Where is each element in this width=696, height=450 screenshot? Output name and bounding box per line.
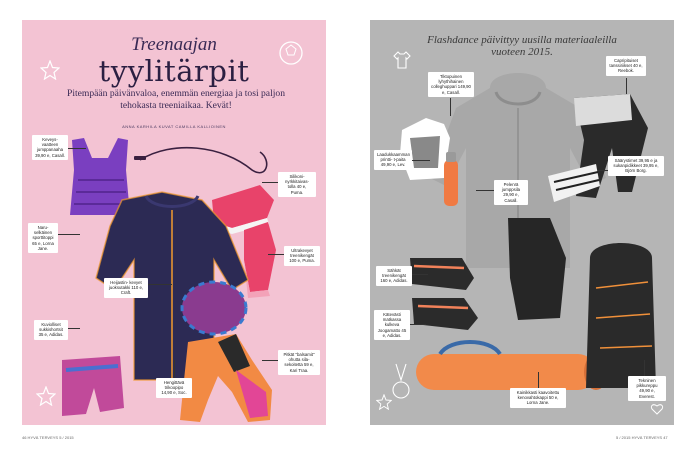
label-trikoo: Hengittävä trikoopipo 14,90 e, Soc.	[156, 378, 192, 398]
leader-line	[268, 254, 284, 255]
label-keveys: Keveys- vaatteen jumppanaaha 39,90 e, Casall.	[32, 135, 68, 160]
left-kicker: Treenaajan	[131, 34, 217, 55]
leader-line	[598, 170, 608, 171]
leader-line	[410, 324, 426, 325]
left-footer: 46 HYVÄ TERVEYS 5 / 2015	[22, 435, 74, 440]
left-page	[22, 20, 326, 425]
star-doodle-icon	[40, 60, 60, 80]
leader-line	[644, 360, 645, 376]
left-byline: ANNA KARHILA KUVAT CAMILLA KALLIOINEN	[122, 124, 226, 129]
leader-line	[412, 274, 428, 275]
label-tekninen: Tekninen pikkureppu 49,90 e, Everest.	[628, 376, 666, 401]
label-kainalokasti: Kainikkasti kaavoitettu kenovahtokappi 50 e, Lorna Jane.	[510, 388, 566, 408]
right-footer: 5 / 2015 HYVÄ TERVEYS 47	[616, 435, 668, 440]
left-intro: Pitempään päivänvaloa, enemmän energiaa ja tosi paljon tehokasta treeniaikaa. Kevät!	[66, 88, 285, 111]
leader-line	[262, 360, 278, 361]
label-sahakat: Sähkät treenikengät 160 e, Adidas.	[376, 266, 412, 286]
right-products-photo	[370, 68, 674, 425]
shirt-doodle-icon	[392, 50, 412, 70]
right-kicker: Flashdance päivittyy uusilla materiaaleilla vuoteen 2015.	[427, 34, 617, 58]
leader-line	[68, 328, 80, 329]
label-katevaa: Kätevästi matkassa kulkeva Joogamatto 45 e, Adidas.	[374, 310, 410, 340]
label-tiktopuinen: Tiktopuinen lyhythihainen colleghuppari 149,90 e, Casall.	[428, 72, 474, 97]
label-pitkat: Pitkät "balsamit" ohutta sila- sekoitetta 59 e, Kari Traa.	[278, 350, 320, 375]
label-heijastin: Heijastin- kevyet juoksutakki 110 e, Craft.	[104, 278, 148, 298]
label-ultrakevyet: Ultrakevyet treenikengät 100 e, Puma.	[284, 246, 320, 266]
leader-line	[476, 190, 494, 191]
leader-line	[262, 182, 278, 183]
leader-line	[174, 360, 175, 378]
label-caprit: Capripituiset tanssiriikset 40 e, Reebok.	[606, 56, 646, 76]
leader-line	[148, 284, 172, 285]
right-page	[370, 20, 674, 425]
leader-line	[68, 148, 86, 149]
leader-line	[412, 160, 430, 161]
leader-line	[538, 372, 539, 388]
left-headline: tyylitärpit	[98, 54, 250, 88]
label-silikoni: Silikoni- nyrkkitaivas- tolla 40 e, Puma.	[278, 172, 316, 197]
label-laadukas: Laadukkaamman printti- t-paita 49,90 e, Lev.	[374, 150, 412, 170]
leader-line	[58, 234, 80, 235]
leader-line	[450, 98, 451, 116]
leader-line	[626, 78, 627, 94]
label-shortsit: Kuviolliset sukkishortsit 35 e, Adidas.	[34, 320, 68, 340]
ball-doodle-icon	[278, 40, 304, 66]
label-naru: Naru- selkäinen sporttitoppi 65 e, Lorna Jane.	[28, 223, 58, 253]
label-pelenra: Pelenrä jumppsila 29,90 e, Casall.	[494, 180, 528, 205]
label-saarystimet: Säärystimet 39,95 e ja sukanpidikkeet 39,95 e, Björn Borg.	[608, 156, 664, 176]
